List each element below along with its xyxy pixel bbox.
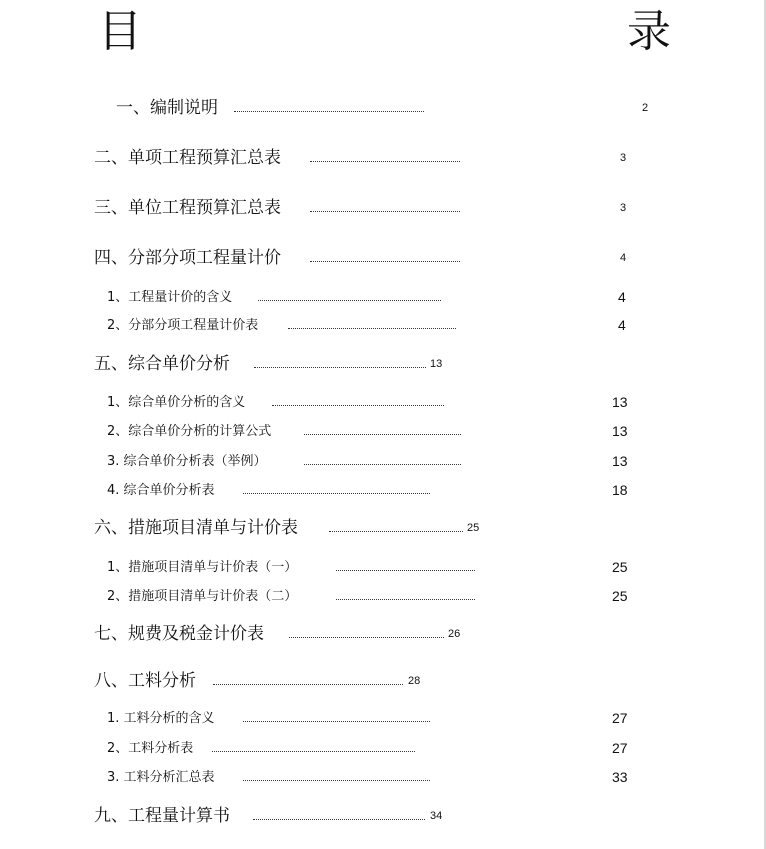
- toc-entry-label: 1、综合单价分析的含义: [107, 395, 246, 410]
- toc-entry-page: 4: [618, 289, 626, 305]
- toc-entry-leader: [336, 557, 475, 571]
- toc-title-left: 目: [98, 6, 142, 57]
- toc-entry-leader: [310, 248, 460, 262]
- toc-entry-leader: [213, 671, 403, 685]
- toc-entry-leader: [258, 287, 441, 301]
- toc-entry-page: 13: [612, 394, 628, 410]
- toc-entry-leader: [336, 586, 475, 600]
- toc-entry-label: 3. 综合单价分析表（举例）: [107, 454, 267, 469]
- toc-entry-leader: [272, 392, 444, 406]
- toc-entry-label: 一、编制说明: [116, 98, 218, 118]
- toc-entry-label: 4. 综合单价分析表: [107, 483, 215, 498]
- toc-entry-label: 六、措施项目清单与计价表: [94, 518, 298, 538]
- toc-entry-page: 13: [612, 423, 628, 439]
- toc-entry-page: 18: [612, 482, 628, 498]
- toc-entry-page: 13: [612, 453, 628, 469]
- toc-entry-page: 13: [430, 358, 443, 370]
- toc-entry-page: 26: [448, 628, 461, 640]
- toc-entry-label: 2、综合单价分析的计算公式: [107, 424, 272, 439]
- toc-entry-page: 33: [612, 769, 628, 785]
- toc-entry-leader: [329, 518, 463, 532]
- toc-entry-label: 2、措施项目清单与计价表（二）: [107, 589, 298, 604]
- toc-entry-page: 3: [620, 152, 627, 164]
- toc-entry-page: 25: [612, 588, 628, 604]
- toc-entry-page: 4: [618, 317, 626, 333]
- toc-entry-page: 27: [612, 710, 628, 726]
- toc-entry-leader: [310, 198, 460, 212]
- toc-entry-leader: [304, 421, 461, 435]
- toc-entry-label: 二、单项工程预算汇总表: [94, 148, 281, 168]
- toc-entry-page: 34: [430, 810, 443, 822]
- toc-entry-label: 1. 工料分析的含义: [107, 711, 215, 726]
- toc-entry-page: 25: [467, 522, 480, 534]
- toc-entry-leader: [289, 624, 444, 638]
- toc-entry-leader: [243, 708, 430, 722]
- toc-entry-label: 七、规费及税金计价表: [94, 624, 264, 644]
- toc-entry-page: 27: [612, 740, 628, 756]
- toc-entry-label: 四、分部分项工程量计价: [94, 248, 281, 268]
- toc-entry-page: 25: [612, 559, 628, 575]
- toc-entry-leader: [310, 148, 460, 162]
- toc-entry-leader: [234, 98, 424, 112]
- toc-entry-leader: [212, 738, 415, 752]
- toc-entry-label: 三、单位工程预算汇总表: [94, 198, 281, 218]
- toc-entry-page: 4: [620, 252, 627, 264]
- toc-entry-label: 九、工程量计算书: [94, 806, 230, 826]
- toc-entry-page: 2: [642, 102, 649, 114]
- toc-entry-label: 2、工料分析表: [107, 741, 194, 756]
- toc-entry-leader: [304, 451, 461, 465]
- toc-entry-page: 28: [408, 675, 421, 687]
- toc-entry-label: 八、工料分析: [94, 671, 196, 691]
- toc-entry-label: 3. 工料分析汇总表: [107, 770, 215, 785]
- toc-entry-label: 1、措施项目清单与计价表（一）: [107, 560, 298, 575]
- toc-entry-leader: [253, 806, 425, 820]
- toc-entry-label: 2、分部分项工程量计价表: [107, 318, 259, 333]
- toc-entry-leader: [288, 315, 456, 329]
- toc-entry-leader: [254, 354, 426, 368]
- toc-title-right: 录: [627, 6, 671, 57]
- toc-entry-leader: [243, 767, 430, 781]
- toc-entry-page: 3: [620, 202, 627, 214]
- toc-entry-label: 1、工程量计价的含义: [107, 290, 233, 305]
- toc-entry-label: 五、综合单价分析: [94, 354, 230, 374]
- toc-entry-leader: [243, 480, 430, 494]
